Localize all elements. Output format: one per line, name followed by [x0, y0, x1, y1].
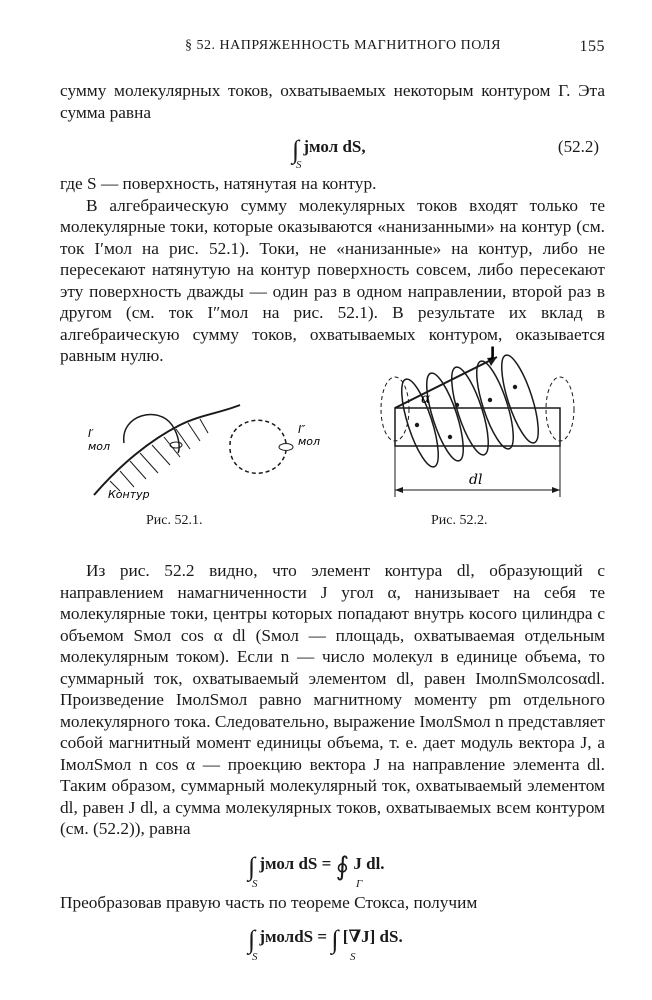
paragraph-2-first: где S — поверхность, натянутая на контур.	[60, 174, 377, 193]
equation-3	[60, 913, 605, 965]
label-alpha: α	[421, 391, 431, 407]
label-contour: Контур	[108, 488, 150, 501]
text-block-top	[60, 80, 605, 367]
integral-sign: ∫	[331, 925, 339, 954]
figure-52-2	[365, 345, 590, 505]
text-block-bottom	[60, 560, 605, 965]
molecular-current	[394, 376, 445, 471]
contour-integral-sign: ∮	[335, 851, 350, 881]
molecular-current	[444, 364, 495, 459]
integral-sign: ∫	[248, 851, 256, 881]
paragraph-4: Преобразовав правую часть по теореме Стокса, получим	[60, 892, 478, 912]
loop-I2-upper	[230, 420, 286, 445]
equation-3-lhs: jмолdS =	[259, 927, 332, 946]
equation-expr: jмол dS,	[303, 137, 366, 156]
integral-sign: ∫	[292, 135, 300, 164]
equation-3-sub-lhs: S	[252, 951, 258, 963]
molecular-current	[494, 352, 545, 447]
label-J: J	[490, 345, 496, 361]
equation-3-rhs: [∇J] dS.	[342, 927, 403, 946]
equation-2-rhs: J dl.	[353, 853, 385, 873]
label-I1: I′	[88, 427, 94, 440]
page-number: 155	[579, 38, 605, 55]
running-title: § 52. НАПРЯЖЕННОСТЬ МАГНИТНОГО ПОЛЯ	[185, 38, 501, 53]
label-I1-sub: мол	[88, 440, 111, 453]
dl-arrow-left	[395, 487, 403, 493]
integral-sign: ∫	[248, 925, 256, 954]
equation-number: (52.2)	[557, 137, 599, 156]
molecular-currents	[394, 352, 545, 471]
equation-sub: S	[296, 159, 302, 171]
loop-I2-ring	[279, 444, 293, 451]
paragraph-3: Из рис. 52.2 видно, что элемент контура dl, образующий с направлением намагниченности J угол α, нанизывает на себя те молекулярные токи, центры которых попадают внутрь косого цилиндра с объемом Sмол cos α dl (Sмол — площадь, охватываемая отдельным молекулярным током). Если n — число молекул в единице объема, то суммарный ток, охватываемый элементом dl, равен IмолnSмолcosαdl. Произведение IмолSмол равно магнитному моменту pm отдельного молекулярного тока. Следовательно, выражение IмолSмол n представляет собой магнитный момент единицы объема, т. е. дает модуль вектора J, а IмолSмол n cos α — проекцию вектора J на направление элемента dl. Таким образом, суммарный молекулярный ток, охватываемый элементом dl, равен J dl, а сумма молекулярных токов, охватываемых всем контуром (см. (52.2)), равна	[60, 561, 605, 838]
contour-curve	[94, 405, 240, 495]
label-I2: I″	[298, 423, 306, 436]
loop-I1-ring	[170, 442, 182, 448]
figure-52-1	[80, 395, 320, 510]
label-dl: dl	[469, 472, 483, 488]
loop-I2-lower	[230, 449, 286, 473]
equation-3-sub-rhs: S	[350, 951, 356, 963]
equation-2	[60, 840, 605, 892]
equation-2-lhs: jмол dS =	[259, 853, 336, 873]
equation-52-2	[60, 123, 605, 171]
cylinder-body	[395, 408, 560, 446]
paragraph-2: В алгебраическую сумму молекулярных токов входят только те молекулярные токи, которые оказываются «нанизанными» на контур (см. ток I′мол на рис. 52.1). Токи, не «нанизанные» на контур, либо не пересекают натянутую на контур поверхность совсем, либо пересекают эту поверхность дважды — один раз в одном направлении, второй раз в другом (см. ток I″мол на рис. 52.1). В результате их вклад в алгебраическую сумму токов, охватываемых контуром, оказывается равным нулю.	[60, 195, 605, 365]
equation-2-sub-lhs: S	[252, 877, 258, 890]
caption-52-2: Рис. 52.2.	[431, 513, 488, 528]
caption-52-1: Рис. 52.1.	[146, 513, 203, 528]
dl-arrow-right	[552, 487, 560, 493]
molecular-current	[469, 358, 520, 453]
loop-I1	[124, 415, 179, 453]
label-I2-sub: мол	[298, 435, 320, 448]
paragraph-1: сумму молекулярных токов, охватываемых некоторым контуром Г. Эта сумма равна	[60, 81, 605, 122]
equation-2-sub-rhs: Г	[356, 877, 363, 890]
